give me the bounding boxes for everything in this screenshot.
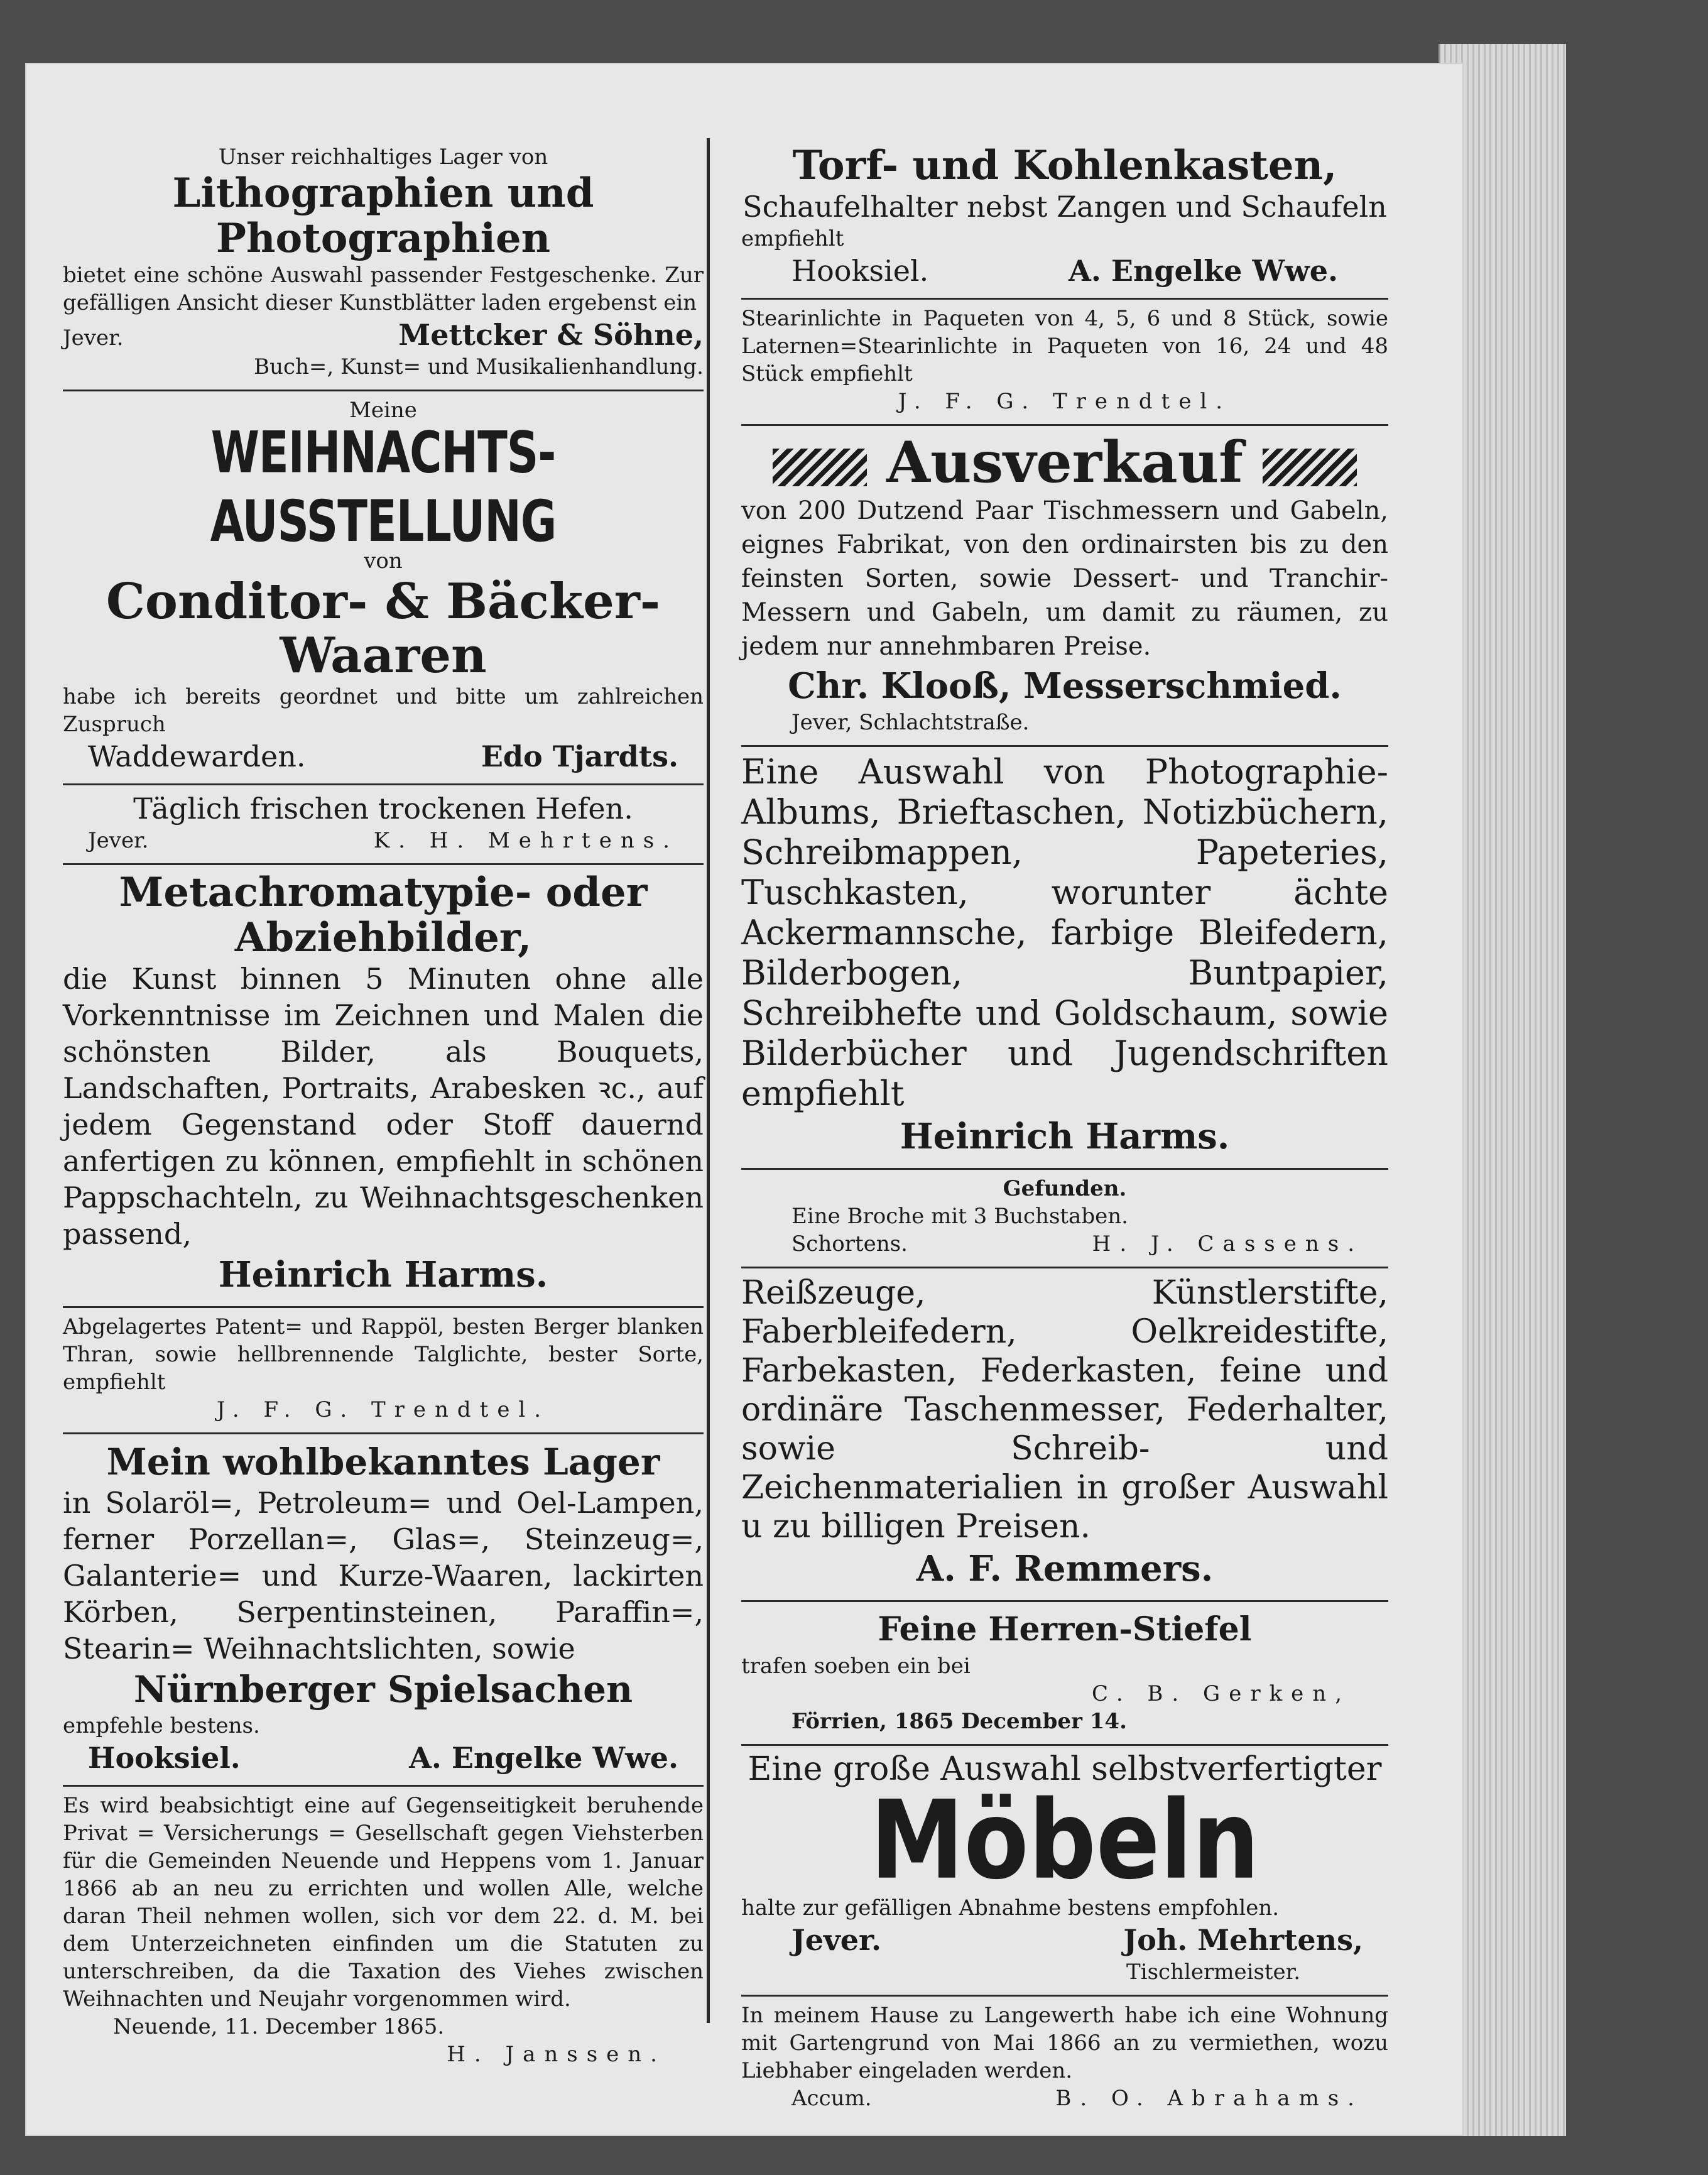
ad-subheading: Schaufelhalter nebst Zangen und Schaufeln bbox=[742, 190, 1387, 224]
ad-body: Es wird beabsichtigt eine auf Gegenseitigkeit beruhende Privat = Versicherungs = Gesellschaft gegen Viehsterben für die Gemeinden Neuende und Heppens vom 1. Januar 1866 ab an neu zu errichten und wollen Alle, welche daran Theil nehmen wollen, sich vor dem 22. d. M. bei dem Unterzeichneten einfinden um die Statuten zu unterschreiben, da die Taxation des Viehes zwischen Weihnachten und Neujahr vorgenommen wird. bbox=[63, 1793, 704, 2012]
ad-signature: B. O. Abrahams. bbox=[1055, 2086, 1363, 2111]
ad-body: habe ich bereits geordnet und bitte um zahlreichen Zuspruch bbox=[63, 684, 704, 737]
ad-heading: Mein wohlbekanntes Lager bbox=[106, 1441, 660, 1483]
ad-place: Waddewarden. bbox=[88, 739, 306, 773]
ad-signature: C. B. Gerken, bbox=[1092, 1681, 1351, 1706]
ad-body: Abgelagertes Patent= und Rappöl, besten Berger blanken Thran, sowie hellbrennende Talglichte, bester Sorte, empfiehlt bbox=[63, 1314, 704, 1395]
ad-signature: J. F. G. Trendtel. bbox=[216, 1397, 550, 1422]
ornament-left-icon bbox=[773, 449, 867, 486]
ad-heading: Nürnberger Spielsachen bbox=[133, 1668, 633, 1711]
ad-signature: Edo Tjardts. bbox=[481, 739, 678, 773]
ad-ausverkauf bbox=[741, 426, 1388, 747]
ad-kohlenkasten bbox=[741, 138, 1388, 300]
ad-intro: von bbox=[364, 548, 403, 574]
ad-signature: Heinrich Harms. bbox=[900, 1116, 1230, 1157]
ad-place: Hooksiel. bbox=[791, 254, 929, 288]
right-column bbox=[741, 138, 1388, 2121]
newspaper-page bbox=[25, 63, 1464, 2136]
ad-signature: Mettcker & Söhne, bbox=[398, 318, 704, 352]
ad-signature: A. F. Remmers. bbox=[916, 1548, 1214, 1589]
ad-signature: A. Engelke Wwe. bbox=[1069, 254, 1338, 288]
ad-signature: Heinrich Harms. bbox=[218, 1254, 548, 1295]
ad-heading: Lithographien und bbox=[172, 170, 594, 217]
ad-weihnachts-ausstellung bbox=[63, 391, 704, 785]
ad-body: in Solaröl=, Petroleum= und Oel-Lampen, ferner Porzellan=, Glas=, Steinzeug=, Galanterie= und Kurze-Waaren, lackirten Körben, Serpentinsteinen, Paraffin=, Stearin= Weihnachtslichten, sowie bbox=[63, 1486, 704, 1665]
ad-body: die Kunst binnen 5 Minuten ohne alle Vorkenntnisse im Zeichnen und Malen die schönsten Bilder, als Bouquets, Landschaften, Portraits, Arabesken ꝛc., auf jedem Gegenstand oder Stoff dauernd anfertigen zu können, empfiehlt in schönen Pappschachteln, zu Weihnachtsgeschenken passend, bbox=[63, 962, 704, 1251]
ad-heading: Photographien bbox=[215, 215, 551, 262]
ad-place: Accum. bbox=[791, 2086, 872, 2111]
ad-rappoel bbox=[63, 1308, 704, 1434]
ad-place: Jever. bbox=[791, 1923, 882, 1957]
ad-body: Stearinlichte in Paqueten von 4, 5, 6 und 8 Stück, sowie Laternen=Stearinlichte in Paqueten von 16, 24 und 48 Stück empfiehlt bbox=[741, 306, 1388, 386]
ad-heading: Ausverkauf bbox=[886, 429, 1243, 496]
ad-date: Neuende, 11. December 1865. bbox=[113, 2014, 445, 2039]
ad-signature: H. J. Cassens. bbox=[1092, 1231, 1363, 1256]
ad-tail: empfiehlt bbox=[741, 226, 844, 251]
ad-body: von 200 Dutzend Paar Tischmessern und Gabeln, eignes Fabrikat, von den ordinairsten bis zu den feinsten Sorten, sowie Dessert- und Tranchir-Messern und Gabeln, um damit zu räumen, zu jedem nur annehmbaren Preise. bbox=[741, 496, 1388, 661]
ad-signature-desc: Buch=, Kunst= und Musikalienhandlung. bbox=[254, 354, 704, 379]
column-divider bbox=[707, 138, 710, 2023]
ad-body: In meinem Hause zu Langewerth habe ich eine Wohnung mit Gartengrund von Mai 1866 an zu vermiethen, wozu Liebhaber eingeladen werden. bbox=[741, 2003, 1388, 2083]
ad-address: Jever, Schlachtstraße. bbox=[791, 710, 1030, 735]
ad-hefen bbox=[63, 785, 704, 865]
ad-banner: WEIHNACHTS-AUSSTELLUNG bbox=[210, 419, 557, 555]
ad-versicherung bbox=[63, 1787, 704, 2077]
ad-body: bietet eine schöne Auswahl passender Festgeschenke. Zur gefälligen Ansicht dieser Kunstblätter laden ergebenst ein bbox=[63, 263, 704, 315]
ad-reisszeuge bbox=[741, 1268, 1388, 1602]
ad-heading: Täglich frischen trockenen Hefen. bbox=[133, 792, 633, 826]
ad-herren-stiefel bbox=[741, 1602, 1388, 1746]
ad-heading: Eine große Auswahl selbstverfertigter bbox=[748, 1750, 1382, 1788]
ad-signature: A. Engelke Wwe. bbox=[409, 1741, 678, 1775]
ad-lager-lampen bbox=[63, 1434, 704, 1787]
ad-heading: Torf- und Kohlenkasten, bbox=[792, 142, 1337, 189]
ad-body: Reißzeuge, Künstlerstifte, Faberbleifedern, Oelkreidestifte, Farbekasten, Federkasten, feine und ordinäre Taschenmesser, Federhalter, sowie Schreib- und Zeichenmaterialien in großer Auswahl u zu billigen Preisen. bbox=[741, 1274, 1388, 1545]
ad-lithographien bbox=[63, 138, 704, 391]
ad-heading: Conditor- & Bäcker- bbox=[106, 573, 661, 630]
ad-signature: H. Janssen. bbox=[447, 2042, 666, 2067]
ad-place: Hooksiel. bbox=[88, 1741, 241, 1775]
ad-heading: Metachromatypie- oder bbox=[119, 869, 648, 916]
ad-body: Eine Broche mit 3 Buchstaben. bbox=[791, 1204, 1128, 1229]
ad-body: halte zur gefälligen Abnahme bestens empfohlen. bbox=[741, 1895, 1280, 1921]
ad-heading: Gefunden. bbox=[1003, 1176, 1127, 1201]
ad-signature: Chr. Klooß, Messerschmied. bbox=[788, 665, 1342, 707]
ad-signature: K. H. Mehrtens. bbox=[373, 828, 678, 853]
ad-heading: Abziehbilder, bbox=[234, 914, 532, 961]
ad-abziehbilder bbox=[63, 865, 704, 1308]
ad-signature: J. F. G. Trendtel. bbox=[898, 389, 1232, 414]
ad-gefunden bbox=[741, 1170, 1388, 1268]
ad-body: Eine Auswahl von Photographie-Albums, Brieftaschen, Notizbüchern, Schreibmappen, Papeteries, Tuschkasten, worunter ächte Ackermannsche, farbige Bleifedern, Bilderbogen, Buntpapier, Schreibhefte und Goldschaum, sowie Bilderbücher und Jugendschriften empfiehlt bbox=[741, 752, 1388, 1113]
ad-moebeln bbox=[741, 1746, 1388, 1997]
ad-heading-large: Möbeln bbox=[870, 1777, 1259, 1904]
ad-place: Jever. bbox=[63, 325, 124, 351]
ad-heading: Feine Herren-Stiefel bbox=[878, 1610, 1252, 1649]
ad-signature-desc: Tischlermeister. bbox=[1126, 1960, 1300, 1985]
ornament-right-icon bbox=[1263, 449, 1357, 486]
left-column bbox=[63, 138, 704, 2077]
ad-heading: Waaren bbox=[280, 627, 487, 684]
ad-date: Förrien, 1865 December 14. bbox=[791, 1709, 1127, 1734]
ad-signature: Joh. Mehrtens, bbox=[1123, 1923, 1363, 1957]
ad-place: Jever. bbox=[88, 828, 149, 853]
ad-tail: empfehle bestens. bbox=[63, 1713, 260, 1738]
ad-body: trafen soeben ein bei bbox=[741, 1654, 971, 1679]
ad-stearinlichte bbox=[741, 300, 1388, 426]
ad-photographie-albums bbox=[741, 747, 1388, 1170]
ad-place: Schortens. bbox=[791, 1231, 908, 1256]
ad-intro: Meine bbox=[349, 398, 417, 423]
ad-wohnung bbox=[741, 1997, 1388, 2121]
ad-intro: Unser reichhaltiges Lager von bbox=[218, 144, 548, 170]
